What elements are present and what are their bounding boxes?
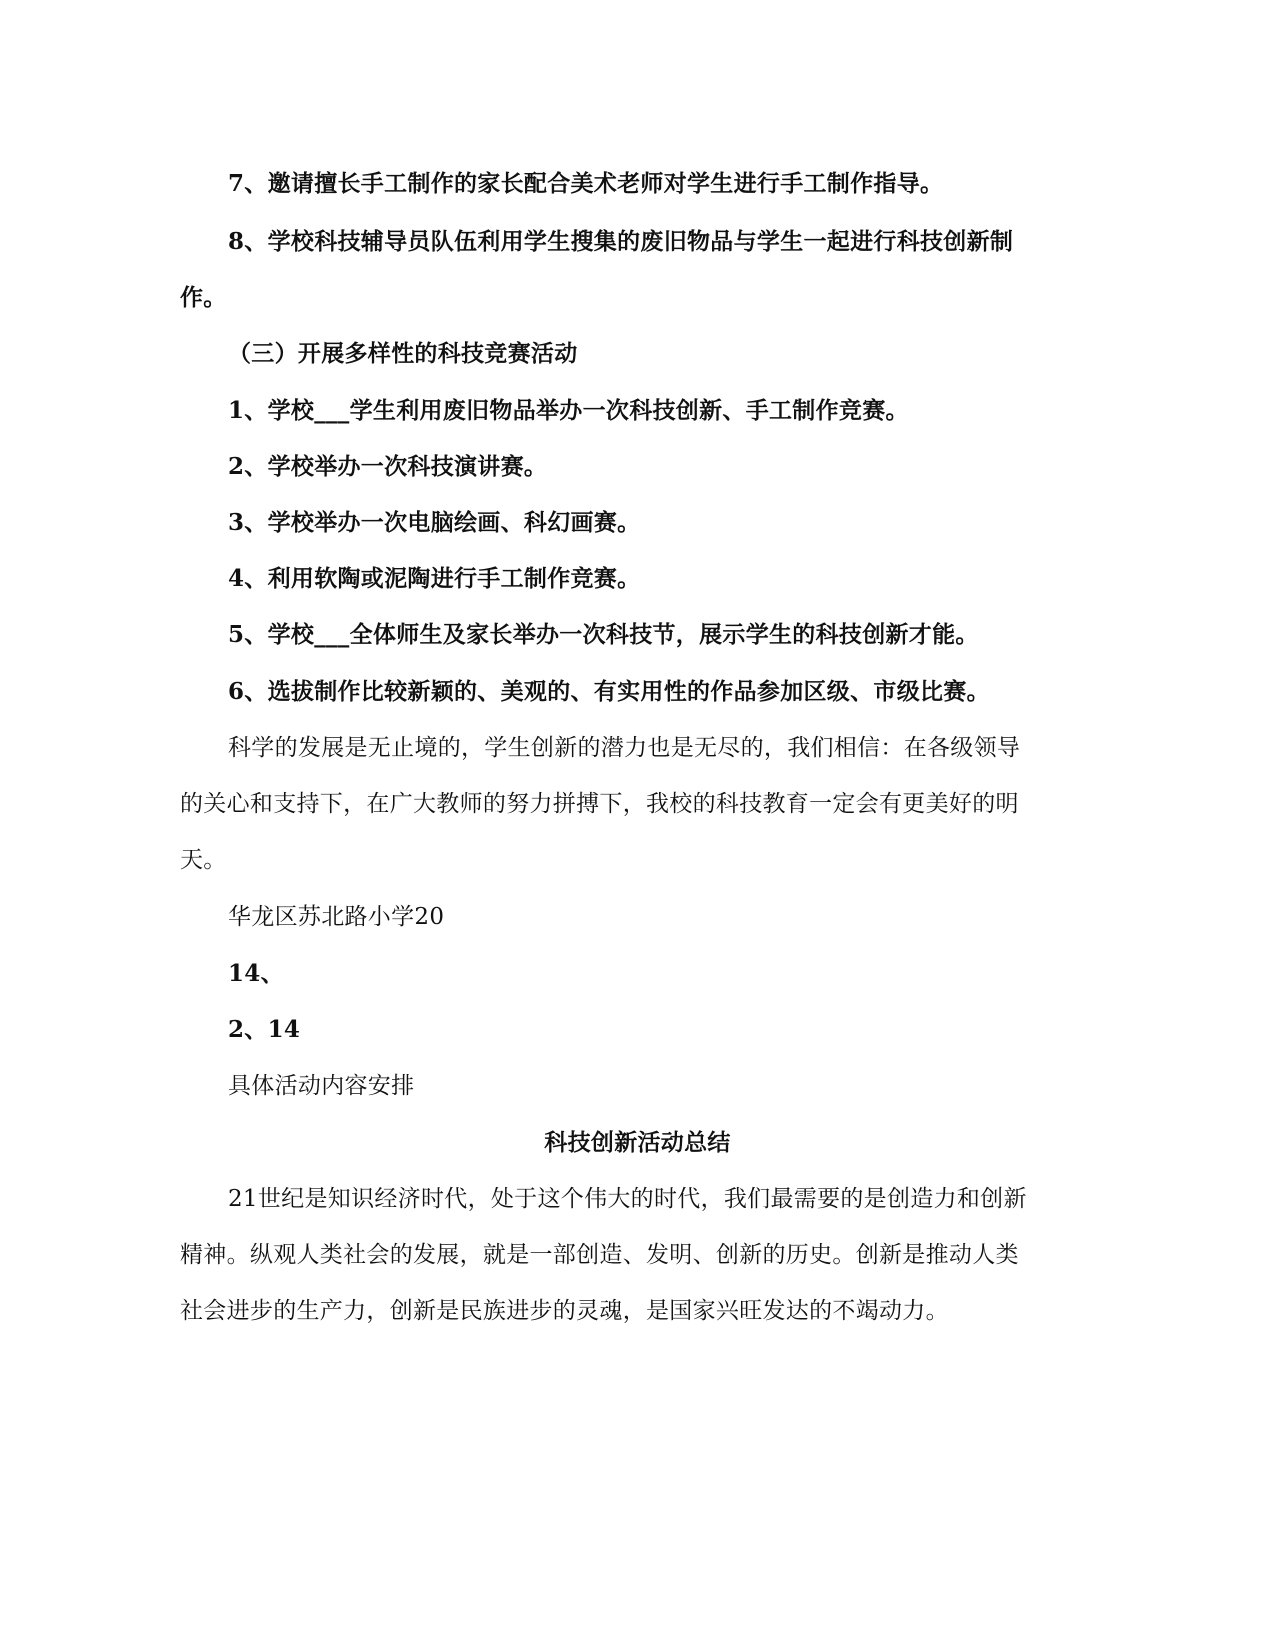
signature-date-part1: 14、 [228,960,284,987]
summary-title: 科技创新活动总结 [544,1129,731,1156]
closing-paragraph-line-2: 的关心和支持下，在广大教师的努力拼搏下，我校的科技教育一定会有更美好的明 [180,791,1019,817]
list-item-4: 4、利用软陶或泥陶进行手工制作竞赛。 [228,565,641,592]
list-item-8-continued: 作。 [180,284,227,311]
closing-paragraph-line-1: 科学的发展是无止境的，学生创新的潜力也是无尽的，我们相信：在各级领导 [228,735,1021,761]
list-item-6: 6、选拔制作比较新颖的、美观的、有实用性的作品参加区级、市级比赛。 [228,678,990,705]
signature-date-part2: 2、14 [228,1016,301,1043]
list-item-7: 7、邀请擅长手工制作的家长配合美术老师对学生进行手工制作指导。 [228,170,944,197]
signature-school: 华龙区苏北路小学20 [228,904,445,930]
list-item-5: 5、学校___全体师生及家长举办一次科技节，展示学生的科技创新才能。 [228,621,979,648]
schedule-label: 具体活动内容安排 [228,1073,415,1099]
summary-paragraph-line-2: 精神。纵观人类社会的发展，就是一部创造、发明、创新的历史。创新是推动人类 [180,1242,1019,1268]
section-heading-three: （三）开展多样性的科技竞赛活动 [228,340,578,367]
summary-paragraph-line-3: 社会进步的生产力，创新是民族进步的灵魂，是国家兴旺发达的不竭动力。 [180,1298,949,1324]
summary-paragraph-line-1: 21世纪是知识经济时代，处于这个伟大的时代，我们最需要的是创造力和创新 [228,1186,1027,1212]
list-item-2: 2、学校举办一次科技演讲赛。 [228,453,548,480]
list-item-3: 3、学校举办一次电脑绘画、科幻画赛。 [228,509,641,536]
list-item-1: 1、学校___学生利用废旧物品举办一次科技创新、手工制作竞赛。 [228,397,909,424]
closing-paragraph-line-3: 天。 [180,847,227,873]
list-item-8: 8、学校科技辅导员队伍利用学生搜集的废旧物品与学生一起进行科技创新制 [228,228,1014,255]
